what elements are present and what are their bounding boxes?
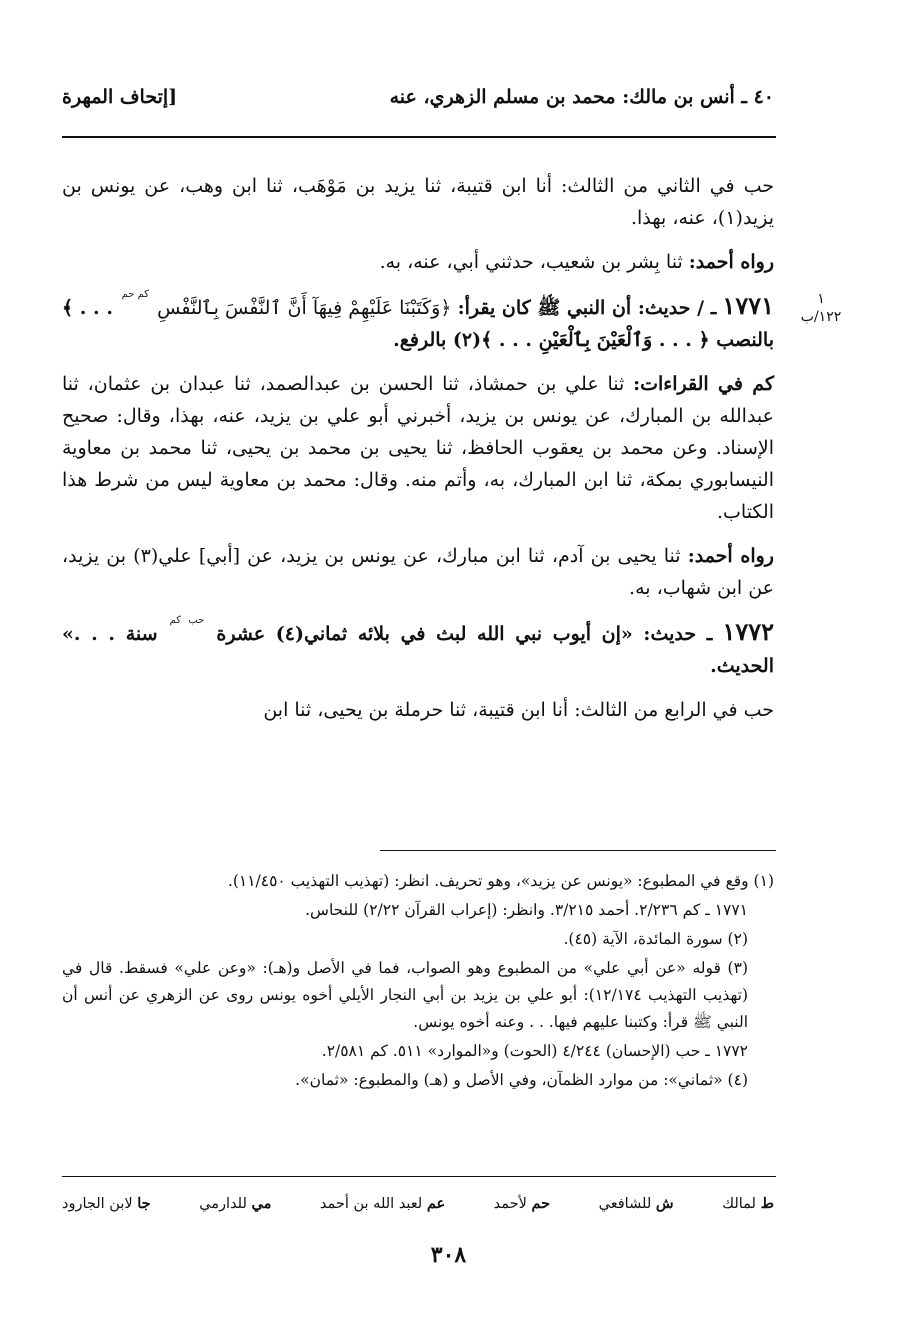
abbrev-item bbox=[722, 1195, 774, 1212]
paragraph-2 bbox=[62, 246, 774, 278]
paragraph-3 bbox=[62, 368, 774, 528]
header-book-title: [إتحاف المهرة bbox=[62, 86, 178, 108]
footnote-source-1772: ١٧٧٢ ـ حب (الإحسان) ٤/٢٤٤ (الحوت) و«الموارد» ٥١١. كم ٢/٥٨١. bbox=[321, 1042, 748, 1060]
paragraph-3-rest: ثنا علي بن حمشاذ، ثنا الحسن بن عبدالصمد، ثنا عبدان بن عثمان، ثنا عبدالله بن المبارك، عن يونس بن يزيد، أخبرني أبو علي بن يزيد، عنه، بهذا، وقال: صحيح الإسناد. وعن محمد بن يعقوب الحافظ، ثنا يحيى بن محمد بن يحيى، ثنا محمد بن معاوية النيسابوري بمكة، ثنا ابن المبارك، به، وأتم منه. وقال: محمد بن معاوية ليس من شرط هذا الكتاب. bbox=[62, 373, 774, 523]
paragraph-4 bbox=[62, 540, 774, 604]
abbrev-item bbox=[62, 1195, 151, 1212]
footnote-3: (٣) قوله «عن أبي علي» من المطبوع وهو الصواب، فما في الأصل و(هـ): «وعن علي» فسقط. قال في (تهذيب التهذيب ١٢/١٧٤): أبو علي بن يزيد بن أبي النجار الأيلي أخوه يونس روى عن الزهري عن أنس أن النبي ﷺ قرأ: وكتبنا عليهم فيها. . . وعنه أخوه يونس. bbox=[62, 959, 748, 1031]
abbrev-label: لابن الجارود bbox=[62, 1196, 133, 1212]
footnote-2: (٢) سورة المائدة، الآية (٤٥). bbox=[563, 930, 748, 948]
paragraph-1: حب في الثاني من الثالث: أنا ابن قتيبة، ثنا يزيد بن مَوْهَب، ثنا ابن وهب، عن يونس بن يزيد(١)، عنه، بهذا. bbox=[62, 175, 774, 229]
abbrev-code: جا bbox=[137, 1195, 151, 1212]
hadith-1771-quran-2: . . . ﴾ بالنصب ﴿ . . . وَٱلْعَيْنَ بِٱلْعَيْنِ . . . ﴾(٢) بالرفع. bbox=[62, 297, 774, 351]
header-title: ٤٠ ـ أنس بن مالك: محمد بن مسلم الزهري، عنه bbox=[389, 86, 774, 108]
abbrev-item bbox=[320, 1195, 445, 1212]
footnotes bbox=[62, 868, 774, 1096]
paragraph-2-rest: ثنا بِشر بن شعيب، حدثني أبي، عنه، به. bbox=[379, 251, 689, 273]
hadith-1772-number: ١٧٧٢ bbox=[722, 617, 774, 646]
hadith-1771 bbox=[62, 290, 774, 356]
abbrev-code: عم bbox=[426, 1195, 446, 1212]
abbrev-code: ش bbox=[655, 1195, 674, 1212]
hadith-1772-source-note: حب كم bbox=[169, 615, 205, 626]
abbrev-label: للشافعي bbox=[598, 1196, 652, 1212]
abbrev-label: لمالك bbox=[722, 1196, 756, 1212]
abbrev-item bbox=[599, 1195, 674, 1212]
folio-note-line1: ١ bbox=[817, 291, 825, 307]
abbrev-code: ط bbox=[760, 1195, 774, 1212]
abbrev-label: للدارمي bbox=[199, 1196, 247, 1212]
abbrev-item bbox=[199, 1195, 271, 1212]
abbrev-code: مي bbox=[251, 1195, 272, 1212]
hadith-1771-source-note: كم حم bbox=[121, 289, 150, 300]
folio-note-line2: ١٢٢/ب bbox=[800, 309, 842, 325]
main-text bbox=[62, 170, 774, 738]
abbreviation-key bbox=[62, 1195, 774, 1212]
paragraph-5: حب في الرابع من الثالث: أنا ابن قتيبة، ثنا حرملة بن يحيى، ثنا ابن bbox=[263, 699, 774, 721]
manuscript-folio-note bbox=[792, 290, 850, 326]
abbrev-label: لأحمد bbox=[493, 1196, 527, 1212]
hadith-1771-lead: ـ / حديث: أن النبي ﷺ كان يقرأ: bbox=[457, 297, 717, 319]
footnote-4: (٤) «ثماني»: من موارد الظمآن، وفي الأصل و (هـ) والمطبوع: «ثمان». bbox=[295, 1071, 748, 1089]
footnote-separator bbox=[380, 850, 776, 851]
paragraph-4-rest: ثنا يحيى بن آدم، ثنا ابن مبارك، عن يونس بن يزيد، عن [أبي] علي(٣) بن يزيد، عن ابن شهاب، به. bbox=[62, 545, 774, 599]
page-number: ٣٠٨ bbox=[430, 1242, 467, 1268]
header-rule bbox=[62, 136, 776, 138]
paragraph-3-lead: كم في القراءات: bbox=[633, 373, 774, 395]
abbrev-item bbox=[494, 1195, 550, 1212]
abbrev-label: لعبد الله بن أحمد bbox=[319, 1196, 423, 1212]
footnote-1: (١) وقع في المطبوع: «يونس عن يزيد»، وهو تحريف. انظر: (تهذيب التهذيب ١١/٤٥٠). bbox=[227, 872, 774, 890]
footnote-source-1771: ١٧٧١ ـ كم ٢/٢٣٦. أحمد ٣/٢١٥. وانظر: (إعراب القرآن ٢/٢٢) للنحاس. bbox=[305, 901, 748, 919]
running-header bbox=[62, 86, 774, 118]
hadith-1772-rest: سنة . . .» الحديث. bbox=[62, 623, 774, 677]
hadith-1772 bbox=[62, 616, 774, 682]
abbrev-code: حم bbox=[531, 1195, 551, 1212]
abbreviation-rule bbox=[62, 1176, 776, 1177]
paragraph-2-lead: رواه أحمد: bbox=[688, 251, 774, 273]
hadith-1771-quran-1: ﴿وَكَتَبْنَا عَلَيْهِمْ فِيهَآ أَنَّ ٱلنَّفْسَ بِٱلنَّفْسِ bbox=[157, 297, 458, 319]
hadith-1771-number: ١٧٧١ bbox=[722, 291, 774, 320]
hadith-1772-lead: ـ حديث: «إن أيوب نبي الله لبث في بلائه ثماني(٤) عشرة bbox=[216, 623, 713, 645]
paragraph-4-lead: رواه أحمد: bbox=[687, 545, 774, 567]
